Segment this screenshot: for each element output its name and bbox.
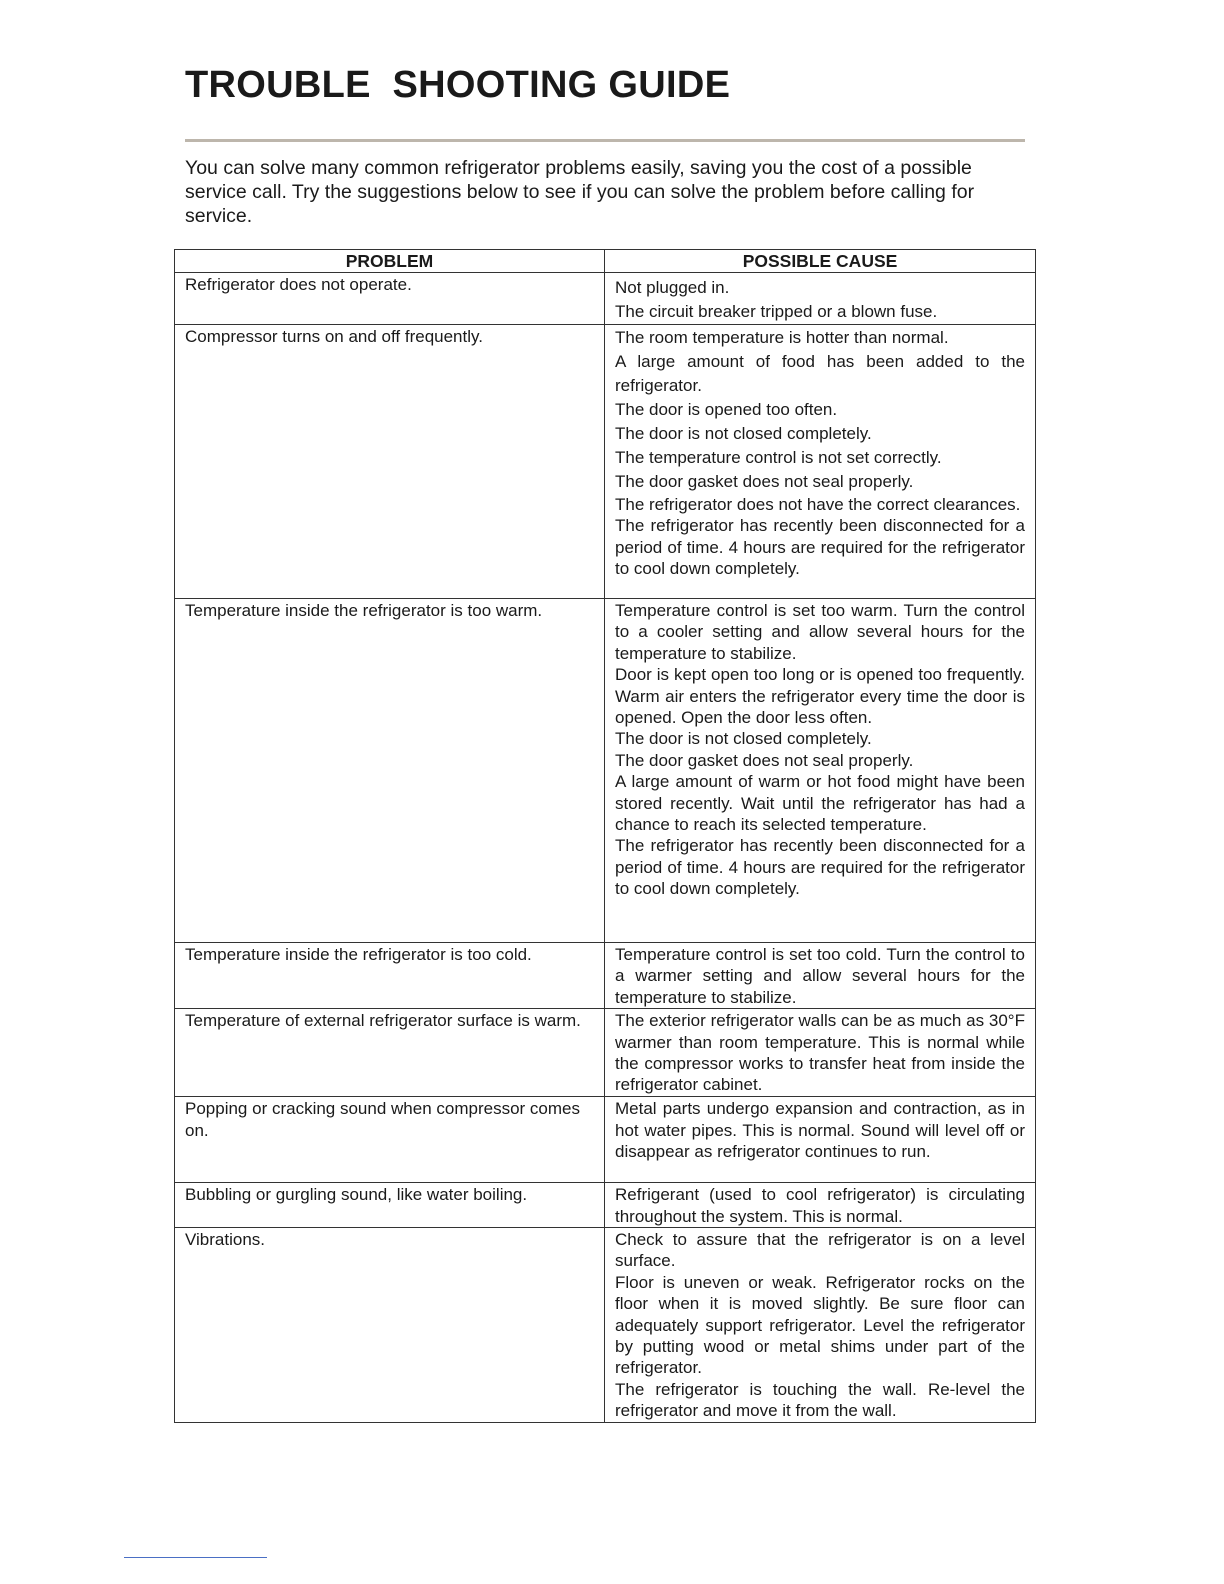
cause-text: Temperature control is set too warm. Turn the control to a cooler setting and allow several hours for the temperature to stabilize. bbox=[615, 601, 1025, 663]
page-title: TROUBLE SHOOTING GUIDE bbox=[185, 64, 731, 106]
table-row bbox=[175, 1009, 1036, 1097]
table-row bbox=[175, 1228, 1036, 1423]
cause-text: The refrigerator is touching the wall. Re-level the refrigerator and move it from the wall. bbox=[615, 1379, 1025, 1421]
cause-text: Temperature control is set too cold. Turn the control to a warmer setting and allow several hours for the temperature to stabilize. bbox=[615, 945, 1025, 1007]
troubleshooting-table bbox=[174, 249, 1036, 1423]
cause-text: The door is opened too often. bbox=[615, 400, 838, 419]
cause-cell bbox=[605, 599, 1036, 943]
cause-text: The door is not closed completely. bbox=[615, 424, 872, 443]
cause-text: The door gasket does not seal properly. bbox=[615, 750, 914, 770]
table-row bbox=[175, 943, 1036, 1009]
cause-text: A large amount of food has been added to the refrigerator. bbox=[615, 352, 1025, 395]
problem-cell: Refrigerator does not operate. bbox=[175, 273, 605, 325]
cause-text: The temperature control is not set correctly. bbox=[615, 448, 942, 467]
problem-cell: Compressor turns on and off frequently. bbox=[175, 325, 605, 599]
cause-text: The refrigerator has recently been disconnected for a period of time. 4 hours are required for the refrigerator to cool down completely. bbox=[615, 836, 1025, 899]
table-row bbox=[175, 1097, 1036, 1183]
cause-text: A large amount of warm or hot food might have been stored recently. Wait until the refrigerator has had a chance to reach its selected temperature. bbox=[615, 772, 1025, 835]
cause-cell bbox=[605, 1228, 1036, 1423]
cause-text: The refrigerator has recently been disconnected for a period of time. 4 hours are required for the refrigerator to cool down completely. bbox=[615, 516, 1025, 579]
cause-text: Metal parts undergo expansion and contraction, as in hot water pipes. This is normal. Sound will level off or disappear as refrigerator continues to run. bbox=[615, 1099, 1025, 1162]
cause-cell bbox=[605, 1009, 1036, 1097]
cause-text: Not plugged in. bbox=[615, 278, 730, 297]
intro-paragraph: You can solve many common refrigerator problems easily, saving you the cost of a possible service call. Try the suggestions below to see if you can solve the problem before calling for service. bbox=[185, 157, 975, 227]
table-row bbox=[175, 325, 1036, 599]
cause-text: Door is kept open too long or is opened too frequently. Warm air enters the refrigerator every time the door is opened. Open the door less often. bbox=[615, 665, 1025, 728]
cause-cell bbox=[605, 943, 1036, 1009]
cause-text: The door gasket does not seal properly. bbox=[615, 472, 914, 491]
cause-text: Check to assure that the refrigerator is on a level surface. bbox=[615, 1230, 1025, 1271]
title-divider bbox=[185, 139, 1025, 142]
footnote-divider bbox=[124, 1557, 267, 1558]
cause-text: The exterior refrigerator walls can be as much as 30°F warmer than room temperature. This is normal while the compressor works to transfer heat from inside the refrigerator cabinet. bbox=[615, 1011, 1025, 1095]
problem-cell: Temperature of external refrigerator surface is warm. bbox=[175, 1009, 605, 1097]
cause-text: Floor is uneven or weak. Refrigerator rocks on the floor when it is moved slightly. Be sure floor can adequately support refrigerator. Level the refrigerator by putting wood or metal shims under part of the refrigerator. bbox=[615, 1272, 1025, 1378]
table-row bbox=[175, 273, 1036, 325]
column-header-possible-cause: POSSIBLE CAUSE bbox=[605, 250, 1036, 273]
column-header-problem: PROBLEM bbox=[175, 250, 605, 273]
problem-cell: Temperature inside the refrigerator is too cold. bbox=[175, 943, 605, 1009]
cause-text: The door is not closed completely. bbox=[615, 729, 872, 749]
problem-cell: Popping or cracking sound when compressor comes on. bbox=[175, 1097, 605, 1183]
cause-text: The room temperature is hotter than normal. bbox=[615, 328, 949, 347]
table-header-row bbox=[175, 250, 1036, 273]
cause-cell bbox=[605, 273, 1036, 325]
cause-text: The circuit breaker tripped or a blown fuse. bbox=[615, 302, 938, 321]
problem-cell: Temperature inside the refrigerator is too warm. bbox=[175, 599, 605, 943]
problem-cell: Bubbling or gurgling sound, like water boiling. bbox=[175, 1183, 605, 1228]
table-row bbox=[175, 599, 1036, 943]
cause-cell bbox=[605, 1097, 1036, 1183]
problem-cell: Vibrations. bbox=[175, 1228, 605, 1423]
cause-cell bbox=[605, 325, 1036, 599]
cause-text: The refrigerator does not have the correct clearances. bbox=[615, 495, 1021, 514]
cause-text: Refrigerant (used to cool refrigerator) is circulating throughout the system. This is normal. bbox=[615, 1185, 1025, 1226]
table-row bbox=[175, 1183, 1036, 1228]
cause-cell bbox=[605, 1183, 1036, 1228]
